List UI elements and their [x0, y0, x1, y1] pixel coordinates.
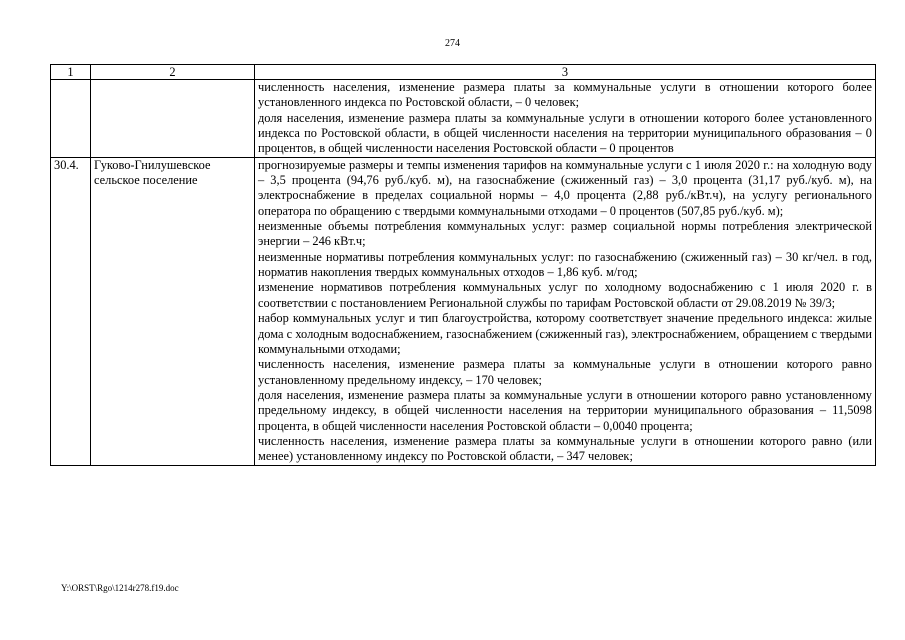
row-number: 30.4.	[51, 157, 91, 465]
paragraph: набор коммунальных услуг и тип благоустройства, которому соответствует значение предельного индекса: жилые дома с холодным водоснабжением, газоснабжением (сжиженный газ), электроснабжением, обращением с твердыми коммунальными отходами;	[258, 311, 872, 356]
table-row	[51, 157, 876, 465]
file-path-footer: Y:\ORST\Rgo\1214r278.f19.doc	[61, 583, 179, 593]
row-number	[51, 80, 91, 158]
table-row	[51, 80, 876, 158]
row-name	[91, 80, 255, 158]
paragraph: неизменные нормативы потребления коммунальных услуг: по газоснабжению (сжиженный газ) – 30 кг/чел. в год, норматив накопления твердых коммунальных отходов – 1,86 куб. м/год;	[258, 249, 872, 280]
column-header-3: 3	[255, 65, 876, 80]
table-header-row	[51, 65, 876, 80]
row-name: Гуково-Гнилушевское сельское поселение	[91, 157, 255, 465]
paragraph: численность населения, изменение размера платы за коммунальные услуги в отношении которого более установленного индекса по Ростовской области, – 0 человек;	[258, 80, 872, 110]
document-table	[50, 64, 876, 466]
paragraph: доля населения, изменение размера платы за коммунальные услуги в отношении которого более установленного индекса по Ростовской области, в общей численности населения на территории муниципального образования – 0 процентов, в общей численности населения Ростовской области – 0 процентов	[258, 110, 872, 156]
row-content	[255, 157, 876, 465]
row-content	[255, 80, 876, 158]
paragraph: доля населения, изменение размера платы за коммунальные услуги в отношении которого равно установленному предельному индексу, в общей численности населения на территории муниципального образования – 11,5098 процента, в общей численности населения Ростовской области – 0,0040 процента;	[258, 387, 872, 433]
column-header-2: 2	[91, 65, 255, 80]
paragraph: численность населения, изменение размера платы за коммунальные услуги в отношении которого равно установленному предельному индексу, – 170 человек;	[258, 357, 872, 387]
paragraph: неизменные объемы потребления коммунальных услуг: размер социальной нормы потребления электрической энергии – 246 кВт.ч;	[258, 219, 872, 249]
page-number: 274	[445, 38, 460, 49]
paragraph: изменение нормативов потребления коммунальных услуг по холодному водоснабжению с 1 июля 2020 г. в соответствии с постановлением Региональной службы по тарифам Ростовской области от 29.08.2019 № 39/3;	[258, 280, 872, 310]
column-header-1: 1	[51, 65, 91, 80]
paragraph: прогнозируемые размеры и темпы изменения тарифов на коммунальные услуги с 1 июля 2020 г.: на холодную воду – 3,5 процента (94,76 руб./куб. м), на газоснабжение (сжиженный газ) – 3,0 процента (31,17 руб./куб. м), на электроснабжение в пределах социальной нормы – 4,0 процента (2,88 руб./кВт.ч), на услугу регионального оператора по обращению с твердыми коммунальными отходами – 0 процентов (507,85 руб./куб. м);	[258, 157, 872, 218]
paragraph: численность населения, изменение размера платы за коммунальные услуги в отношении которого равно (или менее) установленному индексу по Ростовской области, – 347 человек;	[258, 433, 872, 464]
